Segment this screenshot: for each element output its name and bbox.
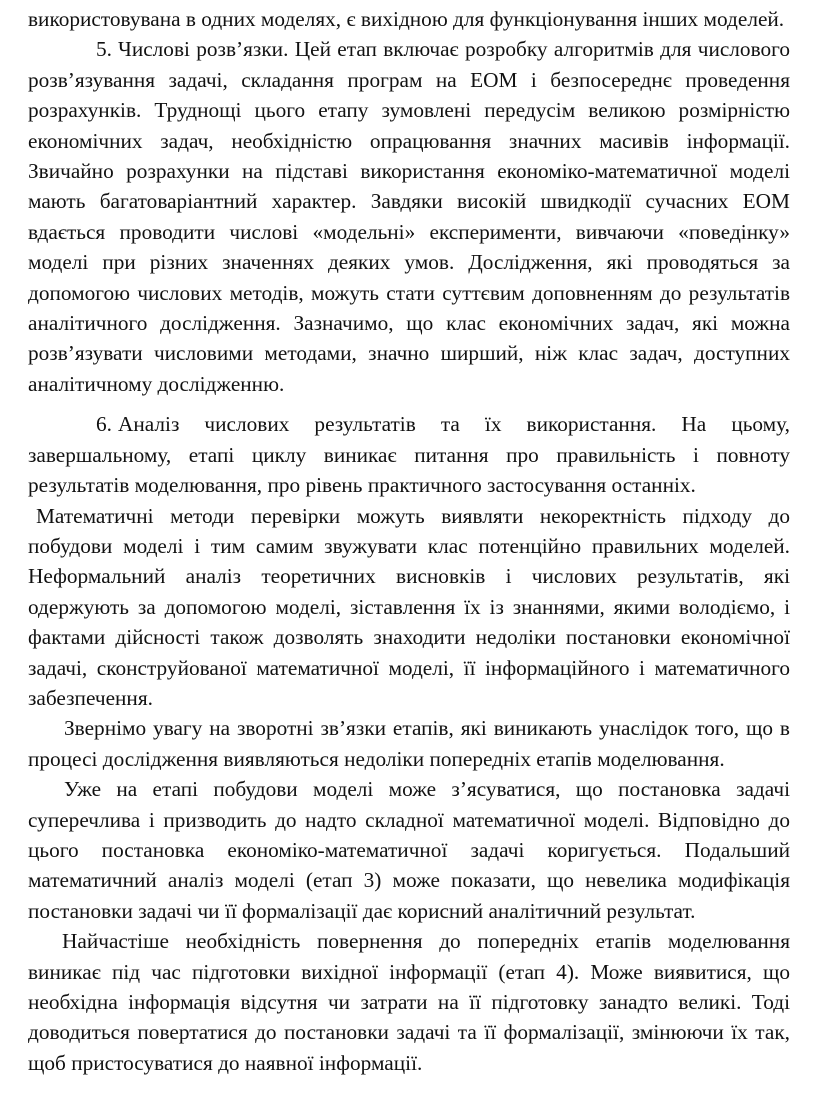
paragraph-text: Математичні методи перевірки можуть виявляти некоректність підходу до побудови моделі і тим самим звужувати клас потенційно правильних моделей. Неформальний аналіз теоретичних висновків і числових результатів, які одержують за допомогою моделі, зіставлення їх із знаннями, якими володіємо, і фактами дійсності також дозволять знаходити недоліки постановки економічної задачі, сконструйованої математичної моделі, її інформаційного і математичного забезпечення. <box>28 503 790 710</box>
paragraph-text: Числові розв’язки. Цей етап включає розробку алгоритмів для числового розв’язування задачі, складання програм на ЕОМ і безпосереднє проведення розрахунків. Труднощі цього етапу зумовлені передусім великою розмірністю економічних задач, необхідністю опрацювання значних масивів інформації. Звичайно розрахунки на підставі використання економіко-математичної моделі мають багатоваріантний характер. Завдяки високій швидкодії сучасних ЕОМ вдається проводити числові «модельні» експерименти, вивчаючи «поведінку» моделі при різних значеннях деяких умов. Дослідження, які проводяться за допомогою числових методів, можуть стати суттєвим доповненням до результатів аналітичного дослідження. Зазначимо, що клас економічних задач, які можна розв’язувати числовими методами, значно ширший, ніж клас задач, доступних аналітичному дослідженню. <box>28 37 790 396</box>
paragraph-text: Звернімо увагу на зворотні зв’язки етапів, які виникають унаслідок того, що в процесі дослідження виявляються недоліки попередніх етапів моделювання. <box>28 716 790 771</box>
list-number: 5. <box>96 37 112 62</box>
paragraph-feedback-links <box>28 713 790 774</box>
paragraph-verification-methods <box>28 501 790 714</box>
paragraph-text: Найчастіше необхідність повернення до попередніх етапів моделювання виникає під час підготовки вихідної інформації (етап 4). Може виявитися, що необхідна інформація відсутня чи затрати на її підготовку занадто великі. Тоді доводиться повертатися до постановки задачі та її формалізації, змінюючи їх так, щоб пристосуватися до наявної інформації. <box>28 929 790 1075</box>
document-page <box>28 4 790 1078</box>
paragraph-text: використовувана в одних моделях, є вихідною для функціонування інших моделей. <box>28 7 785 31</box>
paragraph-numerical-solutions <box>28 34 790 399</box>
paragraph-text: Уже на етапі побудови моделі може з’ясуватися, що постановка задачі суперечлива і призводить до надто складної математичної моделі. Відповідно до цього постановка економіко-математичної задачі коригується. Подальший математичний аналіз моделі (етап 3) може показати, що невелика модифікація постановки задачі чи її формалізації дає корисний аналітичний результат. <box>28 777 790 923</box>
paragraph-text: Аналіз числових результатів та їх використання. На цьому, завершальному, етапі циклу виникає питання про правильність і повноту результатів моделювання, про рівень практичного застосування останніх. <box>28 412 790 498</box>
paragraph-data-preparation <box>28 926 790 1078</box>
paragraph-model-construction <box>28 774 790 926</box>
paragraph-continuation <box>28 4 790 34</box>
list-number: 6. <box>96 412 112 437</box>
paragraph-results-analysis <box>28 409 790 500</box>
